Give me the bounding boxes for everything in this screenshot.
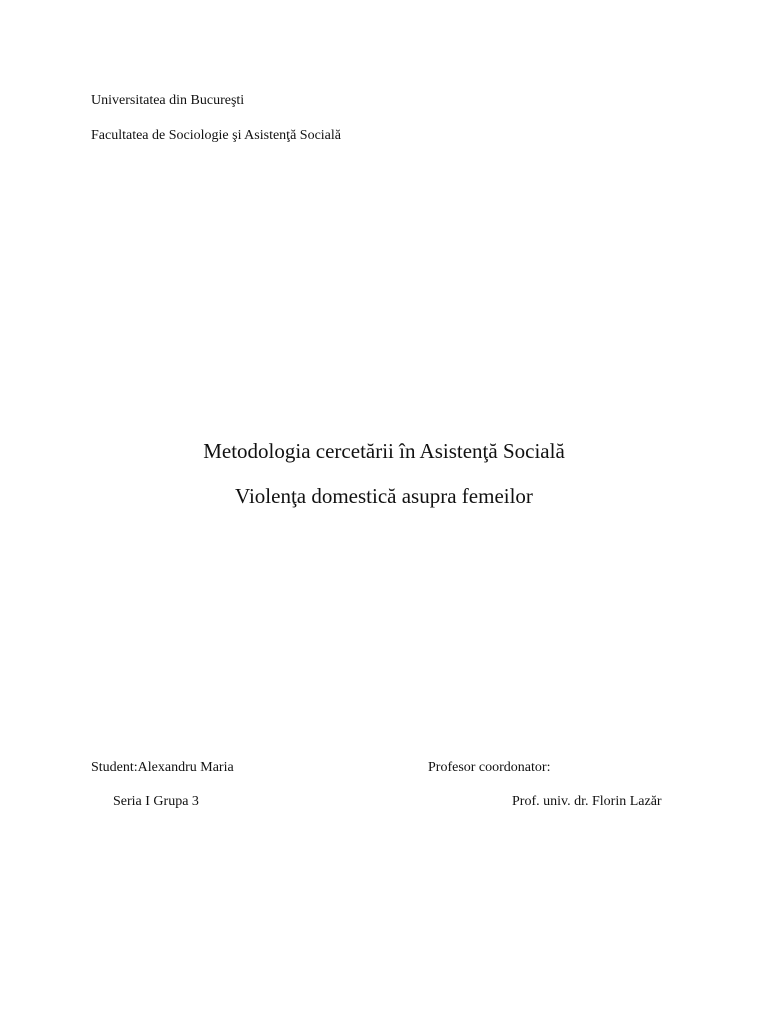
faculty-name: Facultatea de Sociologie şi Asistenţă Socială	[91, 128, 341, 143]
coordinator-name: Prof. univ. dr. Florin Lazăr	[512, 794, 662, 809]
coordinator-label: Profesor coordonator:	[428, 760, 551, 775]
student-group: Seria I Grupa 3	[113, 794, 199, 809]
paper-title: Violenţa domestică asupra femeilor	[235, 484, 533, 508]
student-name: Student:Alexandru Maria	[91, 760, 234, 775]
course-title: Metodologia cercetării în Asistenţă Socială	[203, 439, 565, 463]
university-name: Universitatea din Bucureşti	[91, 93, 245, 108]
